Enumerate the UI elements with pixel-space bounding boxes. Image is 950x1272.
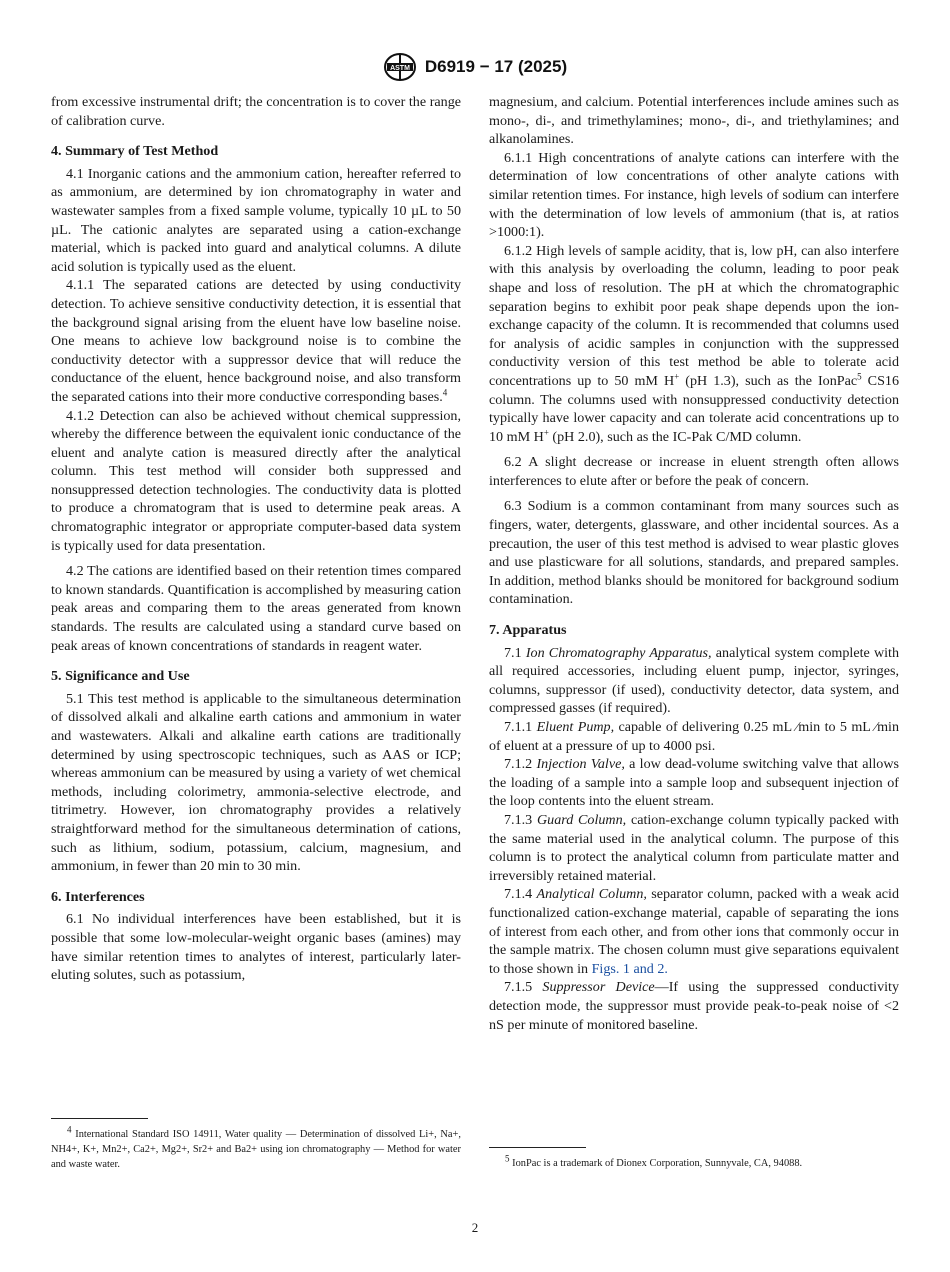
page-header — [0, 52, 950, 86]
paragraph-5-1: 5.1 This test method is applicable to the simultaneous determination of dissolved alkali and alkaline earth cations and ammonium in water and wastewaters. Alkali and alkaline earth cations are traditionally determined by using spectroscopic techniques, such as AAS or ICP; whereas ammonium can be measured by using a variety of wet chemical methods, including colorimetry, ammonia-selective electrode, and titrimetry. However, ion chromatography provides a relatively straightforward method for the simultaneous determination of cations, such as lithium, sodium, potassium, calcium, magnesium, and ammonium, in fewer than 20 min to 30 min. — [51, 690, 461, 875]
paragraph-7-1-3: 7.1.3 Guard Column, cation-exchange column typically packed with the same material used in the analytical column. The purpose of this column is to protect the analytical column from particulate matter and irreversibly retained material. — [489, 811, 899, 884]
paragraph-4-1-1: 4.1.1 The separated cations are detected by using conductivity detection. To achieve sensitive conductivity detection, it is essential that the background signal arising from the eluent have low baseline noise. One means to achieve low background noise is to combine the conductivity detector with a suppressor device that will reduce the conductance of the eluent, hence background noise, and also transform the separated cations into their more conductive corresponding bases.$^4$ — [51, 277, 461, 405]
paragraph-7-1-5: 7.1.5 Suppressor Device—If using the suppressed conductivity detection mode, the suppressor must provide peak-to-peak noise of <2 nS per minute of monitored baseline. — [489, 979, 900, 1033]
paragraph-6-1-2: 6.1.2 High levels of sample acidity, that is, low pH, can also interfere with this analysis by overloading the column, leading to poor peak shape and loss of resolution. The pH at which the chromatographic separation begins to exhibit poor peak shape depends upon the ion-exchange capacity of the column. It is recommended that columns used for analysis of acidic samples in conjunction with the suppressed conductivity version of this test method be able to tolerate acid concentrations up to 50 mM H+ (pH 1.3), such as the IonPac$^5$ CS16 column. The columns used with nonsuppressed conductivity detection typically have lower capacity and can tolerate acid concentrations up to 10 mM H+ (pH 2.0), such as the IC-Pak C/MD column. — [489, 242, 900, 445]
paragraph-7-1-4: 7.1.4 Analytical Column, separator column, packed with a weak acid functionalized cation-exchange material, capable of separating the ions of interest from each other, and from other ions that commonly occur in the sample matrix. The chosen column must give separations equivalent to those shown in Figs. 1 and 2. — [489, 886, 900, 977]
footnote-ref-5[interactable]: 5 — [857, 371, 862, 382]
paragraph-6-2: 6.2 A slight decrease or increase in eluent strength often allows interferences to elute after or before the peak of concern. — [489, 454, 899, 489]
footnote-text: International Standard ISO 14911, Water quality — Determination of dissolved Li+, Na+, NH4+, K+, Mn2+, Ca2+, Mg2+, Sr2+ and Ba2+ using ion chromatography — Method for water and waste water. — [51, 1129, 461, 1170]
svg-text:ASTM: ASTM — [389, 65, 410, 72]
paragraph-7-1-2: 7.1.2 Injection Valve, a low dead-volume switching valve that allows the loading of a sample into a sample loop and subsequent injection of the loop contents into the eluent stream. — [489, 756, 899, 810]
footnote-ref-4[interactable]: 4 — [442, 387, 448, 398]
footnote-5 — [489, 1153, 899, 1171]
astm-logo-icon — [383, 52, 417, 82]
footnote-4 — [51, 1124, 461, 1172]
left-column — [51, 93, 461, 985]
footnote-rule — [489, 1147, 586, 1148]
footnote-mark: 4 — [67, 1124, 72, 1135]
paragraph-7-1: 7.1 Ion Chromatography Apparatus, analytical system complete with all required accessories, including eluent pump, injector, syringes, columns, suppressor (if used), conductivity detector, data system, and compressed gasses (if required). — [489, 644, 899, 717]
footnote-text: IonPac is a trademark of Dionex Corporation, Sunnyvale, CA, 94088. — [512, 1158, 803, 1169]
page-number: 2 — [471, 1220, 479, 1235]
paragraph: magnesium, and calcium. Potential interferences include amines such as mono-, di-, and trimethylamines; mono-, di-, and triethylamines; and alkanolamines. — [489, 94, 899, 148]
paragraph-4-1-2: 4.1.2 Detection can also be achieved without chemical suppression, whereby the difference between the equivalent ionic conductance of the eluent and analyte cation is measured directly after the analytical column. This test method will consider both suppressed and nonsuppressed detection technologies. The conductivity data is plotted to produce a chromatogram that is used to determine peak areas. A chromatographic integrator or appropriate computer-based data system is typically used for data presentation. — [51, 407, 461, 554]
document-designation: D6919 − 17 (2025) — [424, 57, 568, 76]
footnote-rule — [51, 1118, 148, 1119]
section-heading-5: 5. Significance and Use — [51, 668, 190, 685]
section-heading-6: 6. Interferences — [51, 888, 145, 905]
footnote-mark: 5 — [505, 1153, 510, 1164]
paragraph-4-2: 4.2 The cations are identified based on their retention times compared to known standards. Quantification is accomplished by measuring cation peak areas and comparing them to the areas generated from known standards. The results are calculated using a standard curve based on peak areas of known concentrations of standards in reagent water. — [51, 563, 461, 654]
right-column — [489, 93, 899, 1034]
paragraph-7-1-1: 7.1.1 Eluent Pump, capable of delivering 0.25 mL ⁄min to 5 mL ⁄min of eluent at a pressure of up to 4000 psi. — [489, 719, 900, 754]
paragraph-6-3: 6.3 Sodium is a common contaminant from many sources such as fingers, water, detergents, glassware, and other incidental sources. As a precaution, the user of this test method is advised to wear plastic gloves and use plasticware for all solutions, standards, and prepared samples. In addition, method blanks should be monitored for background sodium contamination. — [489, 498, 899, 608]
paragraph-6-1-1: 6.1.1 High concentrations of analyte cations can interfere with the determination of low concentrations of other analyte cations with similar retention times. For instance, high levels of sodium can interfere with the determination of low levels of ammonium (that is, at ratios >1000:1). — [489, 149, 899, 241]
paragraph: from excessive instrumental drift; the concentration is to cover the range of calibration curve. — [51, 94, 461, 129]
paragraph-6-1: 6.1 No individual interferences have been established, but it is possible that some low-molecular-weight organic bases (amines) may have similar retention times to analytes of interest, particularly later-eluting solutes, such as potassium, — [51, 911, 461, 984]
section-heading-4: 4. Summary of Test Method — [51, 143, 219, 160]
figures-link[interactable]: Figs. 1 and 2. — [591, 960, 668, 977]
section-heading-7: 7. Apparatus — [489, 622, 567, 639]
paragraph-4-1: 4.1 Inorganic cations and the ammonium cation, hereafter referred to as ammonium, are determined by ion chromatography in water and wastewater samples from a fixed sample volume, typically 10 µL to 50 µL. The cationic analytes are separated using a cation-exchange material, which is packed into guard and analytical columns. A dilute acid solution is typically used as the eluent. — [51, 165, 461, 275]
